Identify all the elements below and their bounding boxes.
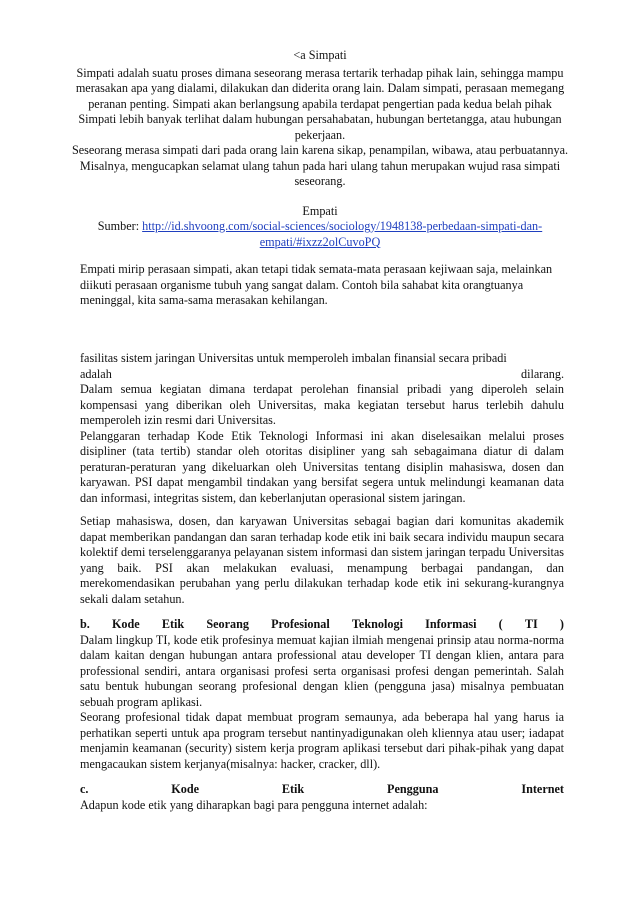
simpati-paragraph-2: Seseorang merasa simpati dari pada orang lain karena sikap, penampilan, wibawa, atau perbuatannya. Misalnya, mengucapkan selamat ulang tahun pada hari ulang tahun merupakan wujud rasa simpati seseorang. <box>71 143 569 188</box>
empati-source <box>70 219 570 250</box>
simpati-title: <a Simpati <box>293 48 347 62</box>
empati-paragraph: Empati mirip perasaan simpati, akan tetapi tidak semata-mata perasaan kejiwaan saja, melainkan diikuti perasaan organisme tubuh yang sangat dalam. Contoh bila sahabat kita orangtuanya meninggal, kita sama-sama merasakan kehilangan. <box>80 262 553 307</box>
section-b-heading-word: b. <box>80 617 90 631</box>
kode-etik-paragraph-1: Dalam semua kegiatan dimana terdapat perolehan finansial pribadi yang diperoleh selain kompensasi yang diberikan oleh Universitas, maka kegiatan tersebut harus terlebih dahulu memperoleh izin resmi dari Universitas. <box>80 382 564 427</box>
section-c-heading-word: Etik <box>281 782 305 796</box>
kode-etik-paragraph-2: Pelanggaran terhadap Kode Etik Teknologi Informasi ini akan diselesaikan melalui proses disipliner (tata tertib) standar oleh otoritas disipliner yang sah sebagaimana diatur di dalam peraturan-peraturan yang dikeluarkan oleh Universitas tentang disiplin mahasiswa, dosen dan karyawan. PSI dapat mengambil tindakan yang bersifat segera untuk melindungi keamanan data dan informasi, integritas sistem, dan keberlanjutan operasional sistem jaringan. <box>80 428 564 505</box>
section-b-heading-word: ( <box>498 617 503 631</box>
source-label: Sumber: <box>97 219 140 233</box>
section-c-heading-word: c. <box>80 782 89 796</box>
section-c-paragraph: Adapun kode etik yang diharapkan bagi para pengguna internet adalah: <box>80 797 428 812</box>
simpati-section <box>70 48 570 250</box>
section-c-heading-word: Internet <box>521 782 564 796</box>
section-b-heading-word: Seorang <box>206 617 249 631</box>
kode-etik-line-2 <box>80 367 564 383</box>
section-b-paragraph-2: Seorang profesional tidak dapat membuat program semaunya, ada beberapa hal yang harus ia perhatikan seperti untuk apa program tersebut nantinyadigunakan oleh kliennya atau user; iadapat menjamin keamanan (security) sistem kerja program aplikasi tersebut dari pihak-pihak yang dapat mengacaukan sistem kerjanya(misalnya: hacker, cracker, dll). <box>80 710 564 771</box>
kode-etik-section <box>80 351 564 813</box>
section-b-heading-word: Teknologi <box>351 617 403 631</box>
kode-etik-line-1: fasilitas sistem jaringan Universitas untuk memperoleh imbalan finansial secara pribadi <box>80 351 507 365</box>
section-c-heading-word: Pengguna <box>387 782 439 796</box>
source-link[interactable]: http://id.shvoong.com/social-sciences/sociology/1948138-perbedaan-simpati-dan-empati/#ixzz2olCuvoPQ <box>142 219 543 249</box>
section-c-heading-word: Kode <box>171 782 200 796</box>
section-b-heading-word: Etik <box>161 617 185 631</box>
kode-etik-line-2-left: adalah <box>80 366 112 381</box>
simpati-paragraph-1: Simpati adalah suatu proses dimana seseorang merasa tertarik terhadap pihak lain, sehingga mampu merasakan apa yang dialami, dilakukan dan diderita orang lain. Dalam simpati, perasaan memegang peranan penting. Simpati akan berlangsung apabila terdapat pengertian pada kedua belah pihak Simpati lebih banyak terlihat dalam hubungan persahabatan, hubungan bertetangga, atau hubungan pekerjaan. <box>75 65 565 142</box>
section-b-heading-word: TI <box>524 617 538 631</box>
section-b-heading <box>80 617 564 633</box>
empati-section <box>80 262 562 309</box>
section-b-paragraph-1: Dalam lingkup TI, kode etik profesinya memuat kajian ilmiah mengenai prinsip atau norma-norma dalam kaitan dengan hubungan antara professional atau developer TI dengan klien, antara para professional sendiri, antara organisasi profesi serta organisasi profesi dengan pemerintah. Salah satu bentuk hubungan seorang profesional dengan klien (pengguna jasa) misalnya pembuatan sebuah program aplikasi. <box>80 632 564 709</box>
section-b-heading-word: Informasi <box>425 617 477 631</box>
section-b-heading-word: Kode <box>111 617 140 631</box>
empati-title: Empati <box>302 203 338 218</box>
section-b-heading-word: Profesional <box>271 617 330 631</box>
kode-etik-paragraph-3: Setiap mahasiswa, dosen, dan karyawan Universitas sebagai bagian dari komunitas akademik dapat memberikan pandangan dan saran terhadap kode etik ini baik secara individu maupun secara kolektif demi terselenggaranya pelayanan sistem informasi dan sistem jaringan terpadu Universitas yang baik. PSI akan melakukan evaluasi, menampung berbagai pandangan, dan merekomendasikan perubahan yang perlu dilakukan terhadap kode etik ini sekurang-kurangnya sekali dalam setahun. <box>80 514 564 606</box>
section-b-heading-word: ) <box>559 617 564 631</box>
section-c-heading <box>80 782 564 798</box>
kode-etik-line-2-right: dilarang. <box>521 366 564 381</box>
